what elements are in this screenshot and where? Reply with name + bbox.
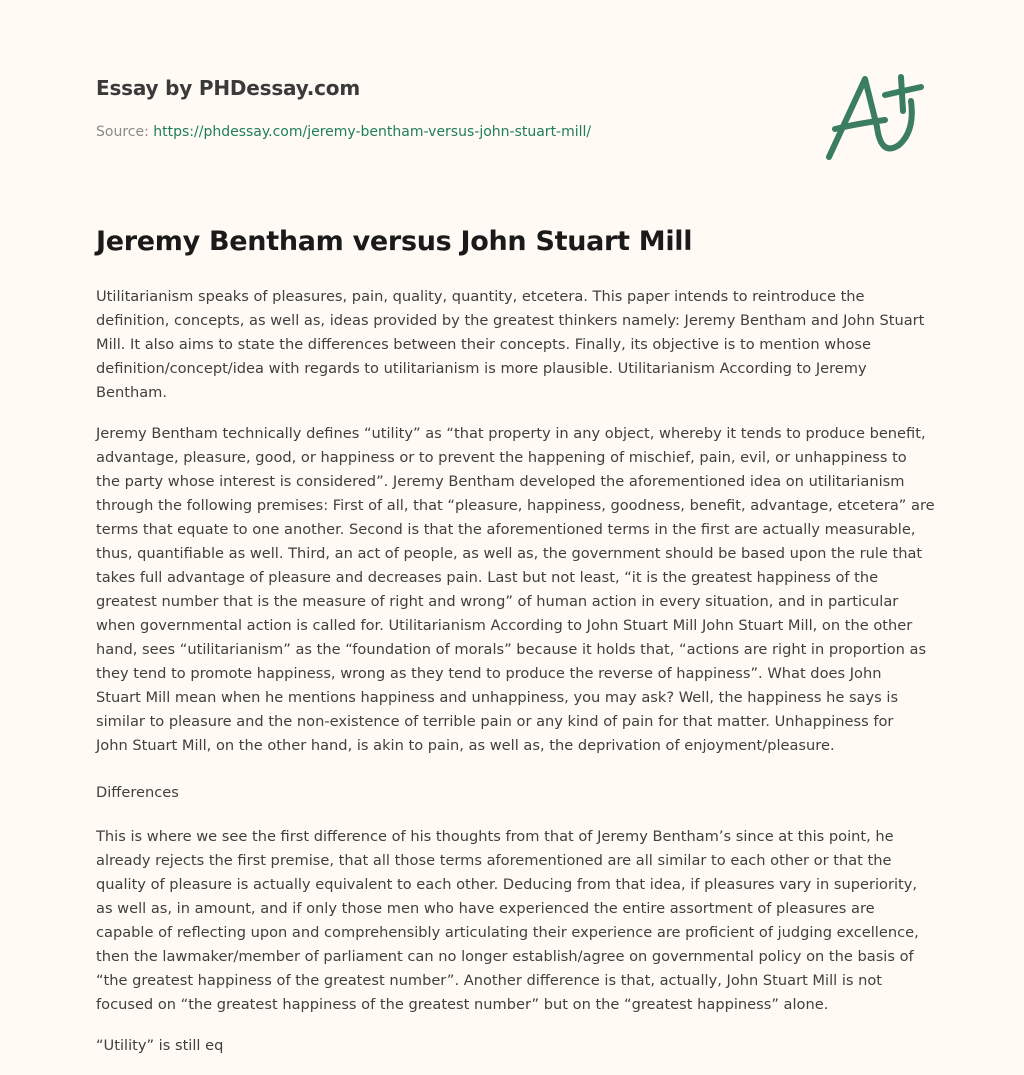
essay-paragraph <box>96 285 946 405</box>
paragraph-line: as well as, in amount, and if only those men who have experienced the entire assortment of pleasures are <box>96 900 875 917</box>
paragraph-line: terms that equate to one another. Second is that the aforementioned terms in the first are actually measurable, <box>96 521 916 538</box>
paragraph-line: through the following premises: First of all, that “pleasure, happiness, goodness, benefit, advantage, etcetera” are <box>96 497 935 514</box>
a-plus-logo-icon <box>815 65 935 170</box>
essay-paragraph <box>96 1034 946 1058</box>
source-line <box>96 124 591 140</box>
paragraph-line: advantage, pleasure, good, or happiness or to prevent the happening of mischief, pain, evil, or unhappiness to <box>96 449 907 466</box>
paragraph-line: hand, sees “utilitarianism” as the “foundation of morals” because it holds that, “actions are right in proportion as <box>96 641 927 658</box>
paragraph-line: Jeremy Bentham technically defines “utility” as “that property in any object, whereby it tends to produce benefit, <box>96 425 926 442</box>
paragraph-line: already rejects the first premise, that all those terms aforementioned are all similar to each other or that the <box>96 852 892 869</box>
paragraph-line: Bentham. <box>96 384 168 401</box>
essay-body <box>96 285 946 1075</box>
paragraph-line: quality of pleasure is actually equivalent to each other. Deducing from that idea, if pleasures vary in superiority, <box>96 876 918 893</box>
essay-paragraph <box>96 422 946 758</box>
paragraph-line: takes full advantage of pleasure and decreases pain. Last but not least, “it is the greatest happiness of the <box>96 569 879 586</box>
source-link[interactable]: https://phdessay.com/jeremy-bentham-versus-john-stuart-mill/ <box>153 124 592 140</box>
paragraph-line: thus, quantifiable as well. Third, an act of people, as well as, the government should be based upon the rule that <box>96 545 923 562</box>
paragraph-line: Utilitarianism speaks of pleasures, pain, quality, quantity, etcetera. This paper intends to reintroduce the <box>96 288 865 305</box>
source-label: Source: <box>96 124 149 140</box>
paragraph-line: the party whose interest is considered”. Jeremy Bentham developed the aforementioned idea on utilitarianism <box>96 473 905 490</box>
paragraph-line: “the greatest happiness of the greatest number”. Another difference is that, actually, John Stuart Mill is not <box>96 972 883 989</box>
paragraph-line: “Utility” is still eq <box>96 1037 224 1054</box>
paragraph-line: Mill. It also aims to state the differences between their concepts. Finally, its objective is to mention whose <box>96 336 871 353</box>
essay-title: Jeremy Bentham versus John Stuart Mill <box>96 226 693 257</box>
paragraph-line: when governmental action is called for. Utilitarianism According to John Stuart Mill John Stuart Mill, on the other <box>96 617 913 634</box>
paragraph-line: greatest number that is the measure of right and wrong” of human action in every situation, and in particular <box>96 593 899 610</box>
essay-paragraph <box>96 825 946 1017</box>
paragraph-line: similar to pleasure and the non-existence of terrible pain or any kind of pain for that matter. Unhappiness for <box>96 713 894 730</box>
paragraph-line: then the lawmaker/member of parliament can no longer establish/agree on governmental policy on the basis of <box>96 948 914 965</box>
section-heading-differences: Differences <box>96 784 179 801</box>
site-title: Essay by PHDessay.com <box>96 76 360 100</box>
paragraph-line: John Stuart Mill, on the other hand, is akin to pain, as well as, the deprivation of enjoyment/pleasure. <box>96 737 835 754</box>
paragraph-line: Stuart Mill mean when he mentions happiness and unhappiness, you may ask? Well, the happiness he says is <box>96 689 899 706</box>
paragraph-line: definition/concept/idea with regards to utilitarianism is more plausible. Utilitarianism According to Jeremy <box>96 360 867 377</box>
paragraph-line: capable of reflecting upon and comprehensibly articulating their experience are proficient of judging excellence, <box>96 924 919 941</box>
paragraph-line: This is where we see the first difference of his thoughts from that of Jeremy Bentham’s since at this point, he <box>96 828 894 845</box>
paragraph-line: they tend to promote happiness, wrong as they tend to produce the reverse of happiness”. What does John <box>96 665 882 682</box>
paragraph-line: focused on “the greatest happiness of the greatest number” but on the “greatest happiness” alone. <box>96 996 829 1013</box>
paragraph-line: definition, concepts, as well as, ideas provided by the greatest thinkers namely: Jeremy Bentham and John Stuart <box>96 312 925 329</box>
